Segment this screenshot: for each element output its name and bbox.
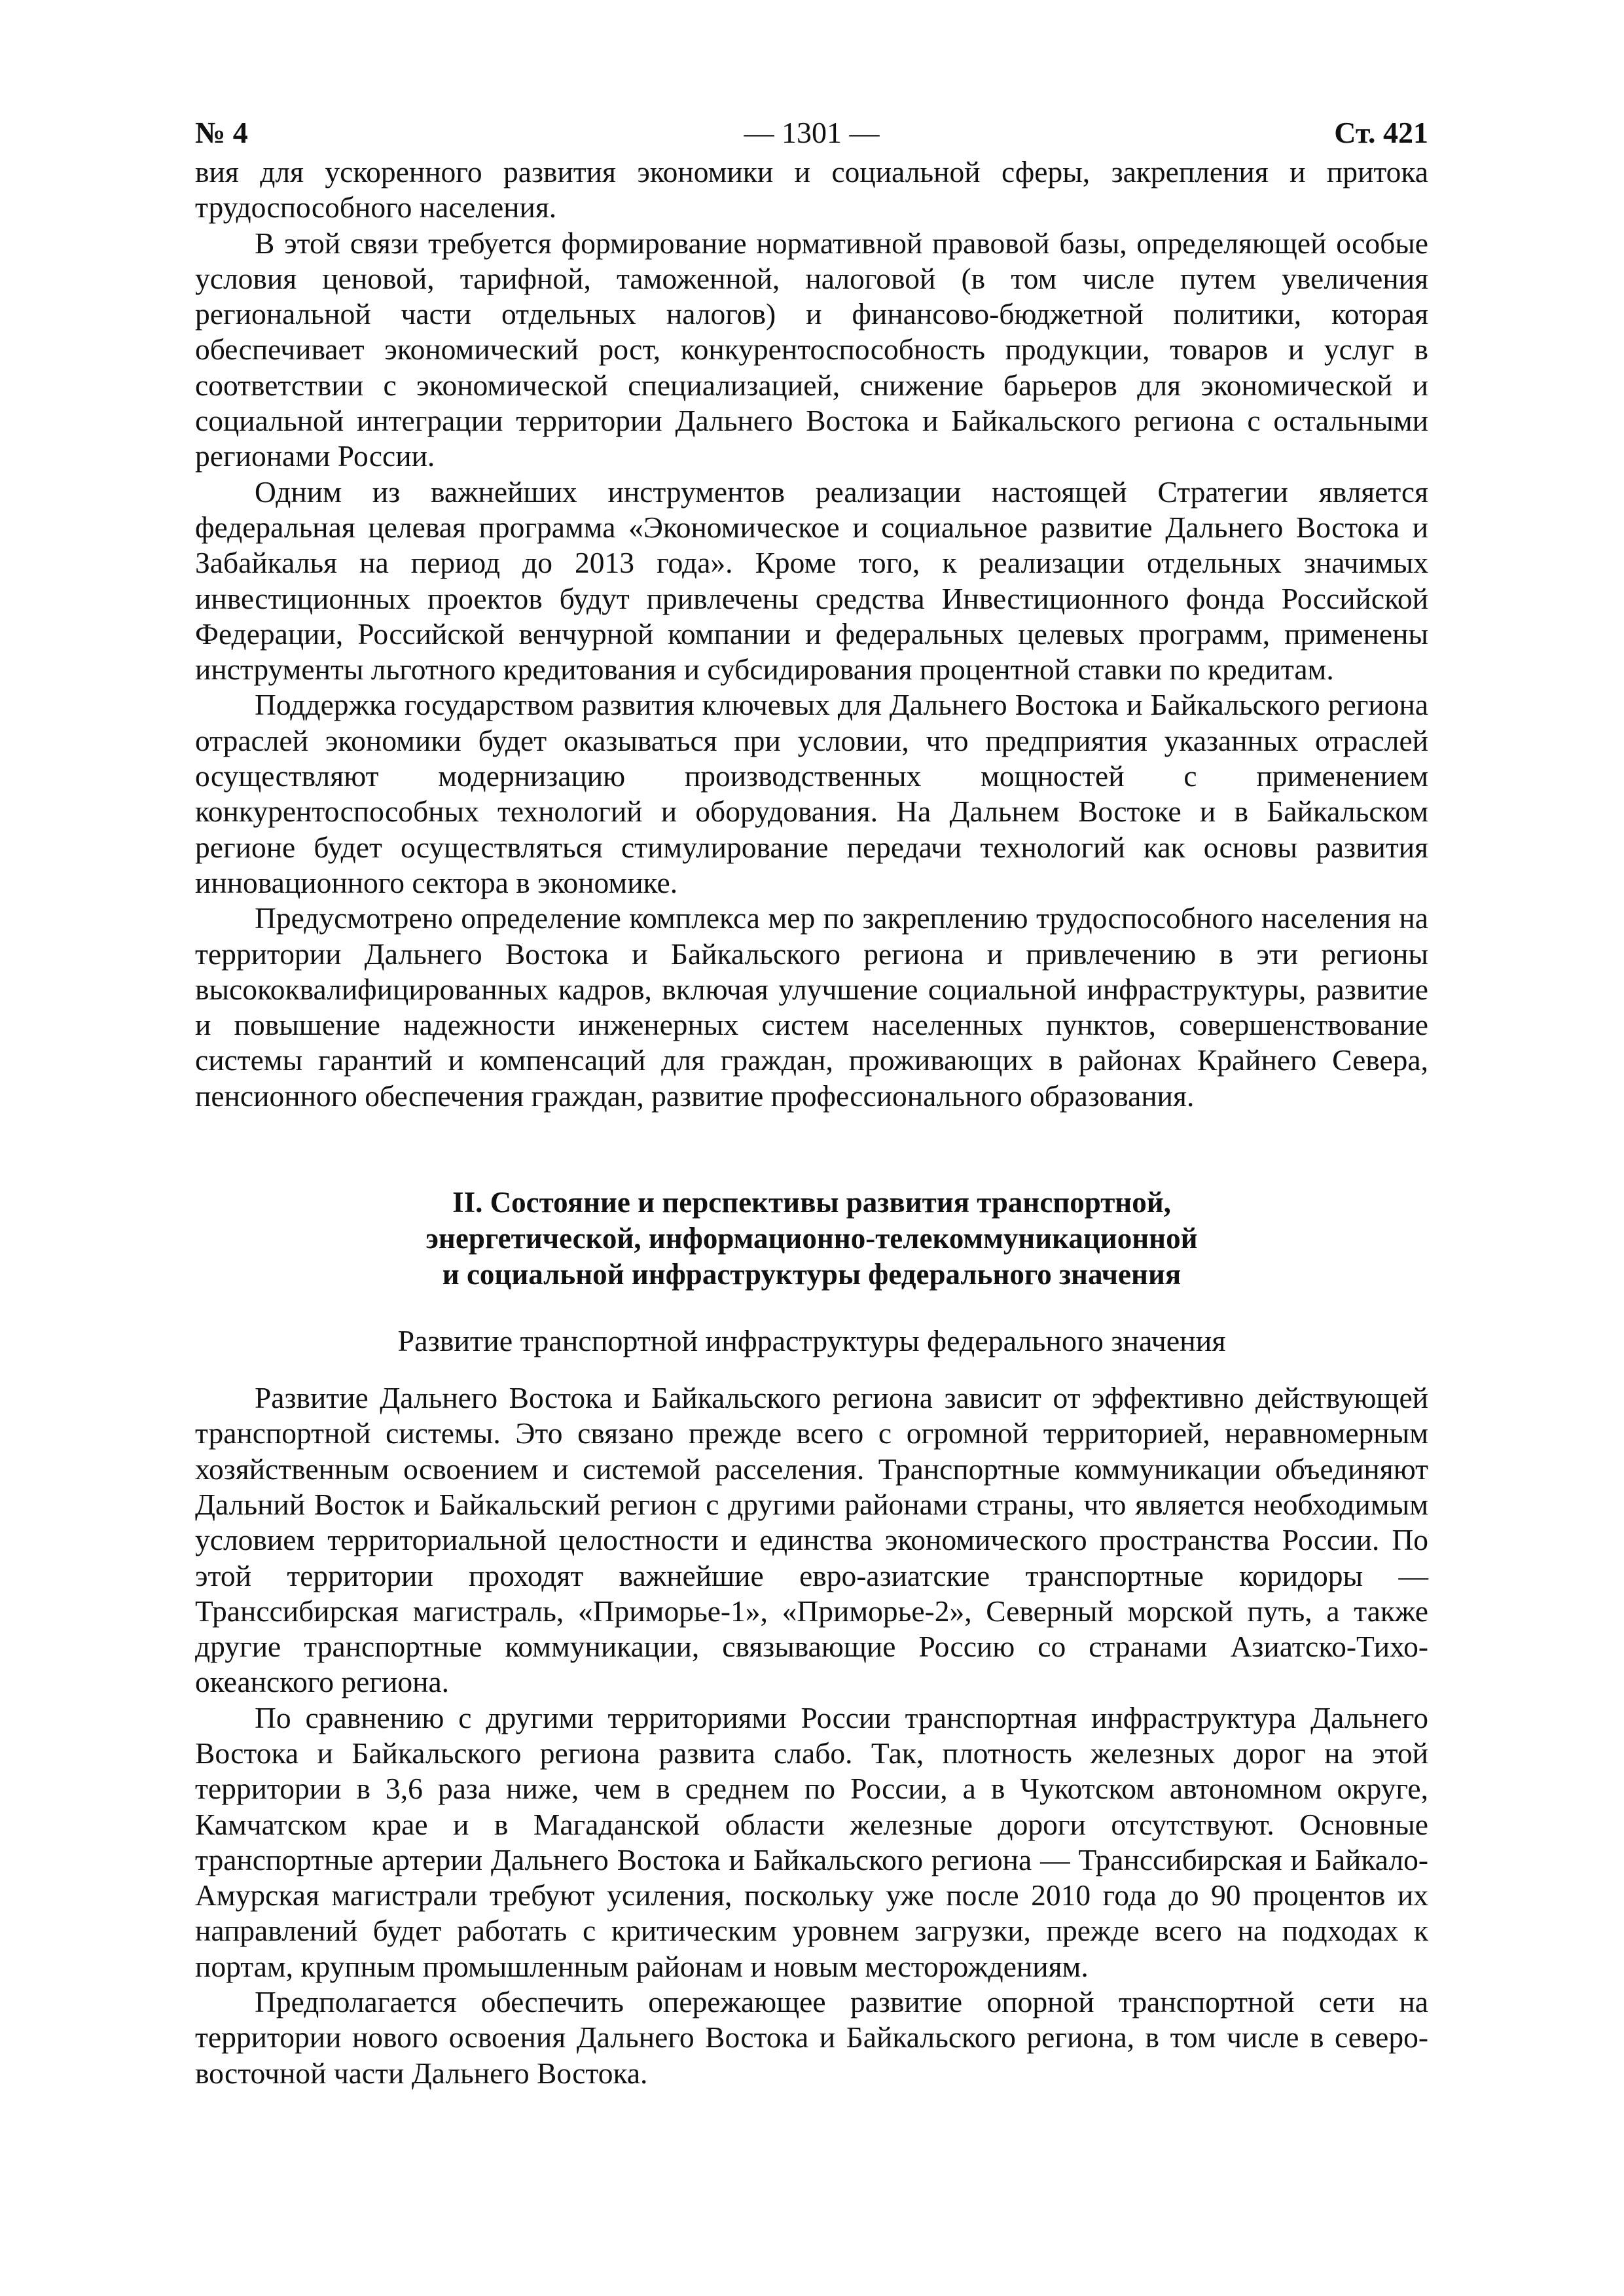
section-title bbox=[195, 1185, 1428, 1293]
issue-number: № 4 bbox=[195, 116, 248, 149]
body-bottom bbox=[195, 1380, 1428, 2091]
paragraph: Развитие Дальнего Востока и Байкальского региона зависит от эффективно действующей транспортной системы. Это связано прежде всего с огромной территорией, неравномерным хозяйственным освоением и системой расселения. Транспортные коммуникации объединяют Дальний Восток и Байкальский регион с другими районами страны, что является необходимым условием территориальной целостности и единства экономического пространства России. По этой территории проходят важнейшие евро-азиатские транспортные коридоры — Транссибирская магистраль, «Приморье-1», «Приморье-2», Северный морской путь, а также другие транспортные коммуникации, связывающие Россию со странами Азиатско-Тихоокеанского региона. bbox=[195, 1381, 1428, 1699]
page-number: — 1301 — bbox=[744, 116, 880, 149]
paragraph-continuation: вия для ускоренного развития экономики и социальной сферы, закрепления и притока трудоспособного населения. bbox=[195, 155, 1428, 224]
paragraph: Одним из важнейших инструментов реализации настоящей Стратегии является федеральная целевая программа «Экономическое и социальное развитие Дальнего Востока и Забайкалья на период до 2013 года». Кроме того, к реализации отдельных значимых инвестиционных проектов будут привлечены средства Инвестиционного фонда Российской Федерации, Российской венчурной компании и федеральных целевых программ, применены инструменты льготного кредитования и субсидирования процентной ставки по кредитам. bbox=[195, 475, 1428, 687]
section-title-line: II. Состояние и перспективы развития транспортной, bbox=[452, 1186, 1171, 1219]
body-top bbox=[195, 154, 1428, 1114]
paragraph: По сравнению с другими территориями России транспортная инфраструктура Дальнего Востока и Байкальского региона развита слабо. Так, плотность железных дорог на этой территории в 3,6 раза ниже, чем в среднем по России, а в Чукотском автономном округе, Камчатском крае и в Магаданской области железные дороги отсутствуют. Основные транспортные артерии Дальнего Востока и Байкальского региона — Транссибирская и Байкало-Амурская магистрали требуют усиления, поскольку уже после 2010 года до 90 процентов их направлений будет работать с критическим уровнем загрузки, прежде всего на подходах к портам, крупным промышленным районам и новым месторождениям. bbox=[195, 1700, 1428, 1983]
document-page bbox=[195, 111, 1428, 2091]
paragraph: Предполагается обеспечить опережающее развитие опорной транспортной сети на территории нового освоения Дальнего Востока и Байкальского региона, в том числе в северо-восточной части Дальнего Востока. bbox=[195, 1985, 1428, 2090]
article-number: Ст. 421 bbox=[1334, 116, 1428, 149]
section-title-line: и социальной инфраструктуры федерального значения bbox=[442, 1258, 1182, 1291]
subsection-title: Развитие транспортной инфраструктуры федерального значения bbox=[397, 1324, 1226, 1358]
page-header bbox=[195, 111, 1428, 154]
paragraph: В этой связи требуется формирование нормативной правовой базы, определяющей особые условия ценовой, тарифной, таможенной, налоговой (в том числе путем увеличения региональной части отдельных налогов) и финансово-бюджетной политики, которая обеспечивает экономический рост, конкурентоспособность продукции, товаров и услуг в соответствии с экономической специализацией, снижение барьеров для экономической и социальной интеграции территории Дальнего Востока и Байкальского региона с остальными регионами России. bbox=[195, 226, 1428, 473]
paragraph: Поддержка государством развития ключевых для Дальнего Востока и Байкальского региона отраслей экономики будет оказываться при условии, что предприятия указанных отраслей осуществляют модернизацию производственных мощностей с применением конкурентоспособных технологий и оборудования. На Дальнем Востоке и в Байкальском регионе будет осуществляться стимулирование передачи технологий как основы развития инновационного сектора в экономике. bbox=[195, 688, 1428, 899]
paragraph: Предусмотрено определение комплекса мер по закреплению трудоспособного населения на территории Дальнего Востока и Байкальского региона и привлечению в эти регионы высококвалифицированных кадров, включая улучшение социальной инфраструктуры, развитие и повышение надежности инженерных систем населенных пунктов, совершенствование системы гарантий и компенсаций для граждан, проживающих в районах Крайнего Севера, пенсионного обеспечения граждан, развитие профессионального образования. bbox=[195, 901, 1428, 1113]
section-title-line: энергетической, информационно-телекоммуникационной bbox=[425, 1222, 1198, 1255]
